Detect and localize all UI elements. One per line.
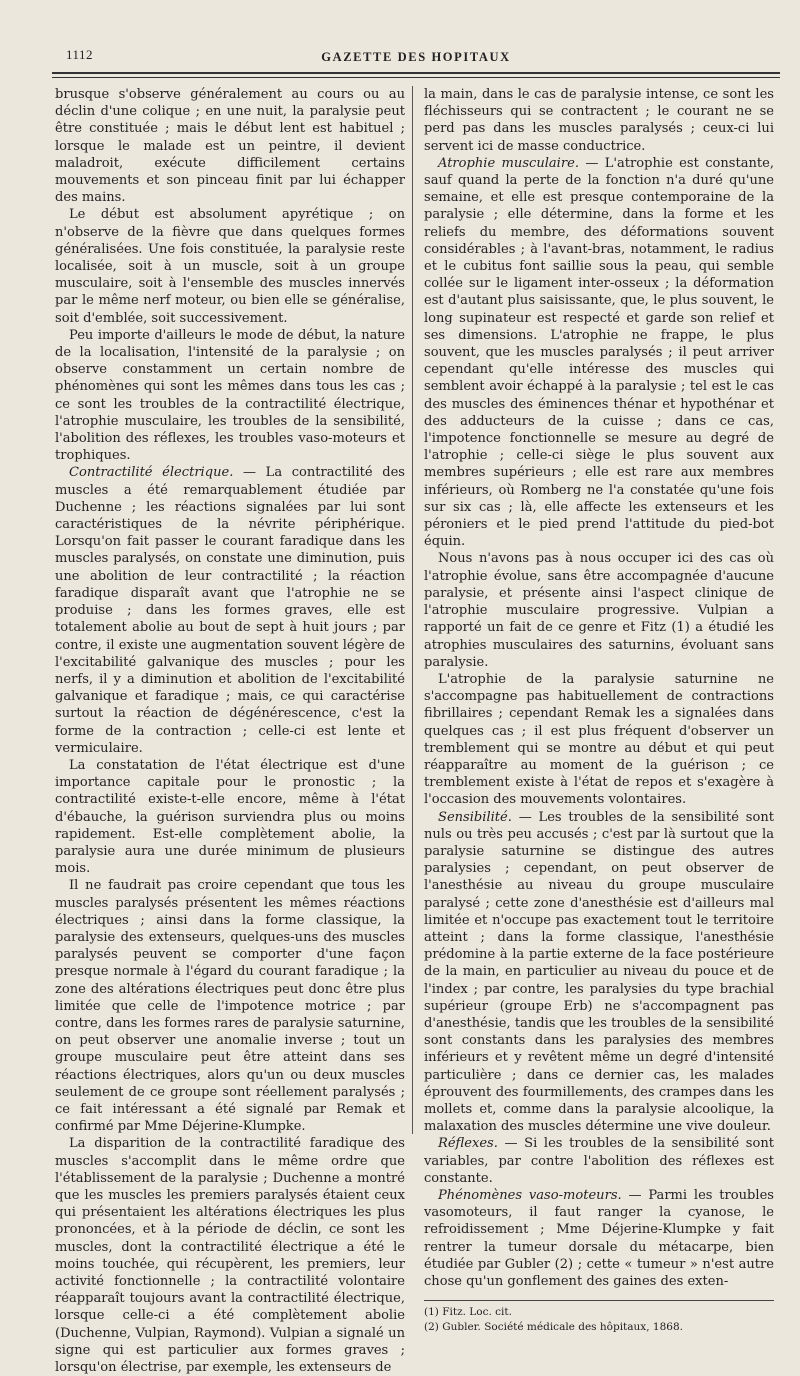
section-lead: Sensibilité.: [438, 809, 512, 825]
paragraph: [424, 155, 774, 551]
paragraph: la main, dans le cas de paralysie intense, ce sont les fléchisseurs qui se contractent ; le courant ne se perd pas dans les muscles paralysés ; ceux-ci lui servent ici de masse conductrice.: [424, 87, 774, 154]
page-number: 1112: [66, 47, 94, 62]
journal-title: GAZETTE DES HOPITAUX: [321, 50, 511, 64]
header-rule-thick: [52, 72, 780, 74]
paragraph: Nous n'avons pas à nous occuper ici des cas où l'atrophie évolue, sans être accompagnée d'aucune paralysie, et présente ainsi l'aspect clinique de l'atrophie musculaire progressive. Vulpian a rapporté un fait de ce genre et Fitz (1) a étudié les atrophies musculaires des saturnins, évoluant sans paralysie.: [424, 551, 774, 670]
footnote: (1) Fitz. Loc. cit.: [424, 1306, 512, 1319]
footnote: (2) Gubler. Société médicale des hôpitaux, 1868.: [424, 1321, 683, 1334]
paragraph-text: — Si les troubles de la sensibilité sont variables, par contre l'abolition des réflexes est constante.: [424, 1136, 774, 1186]
column-divider: [412, 86, 413, 1134]
paragraph: Peu importe d'ailleurs le mode de début, la nature de la localisation, l'intensité de la paralysie ; on observe constamment un certain nombre de phénomènes qui sont les mêmes dans tous les cas ; ce sont les troubles de la contractilité électrique, l'atrophie musculaire, les troubles de la sensibilité, l'abolition des réflexes, les troubles vaso-moteurs et trophiques.: [55, 327, 405, 464]
paragraph-text: — Parmi les troubles vasomoteurs, il faut ranger la cyanose, le refroidissement ; Mme Déjerine-Klumpke y fait rentrer la tumeur dorsale du métacarpe, bien étudiée par Gubler (2) ; cette « tumeur » n'est autre chose qu'un gonflement des gaines des exten-: [424, 1188, 774, 1290]
paragraph: [424, 809, 774, 1136]
paragraph-text: — Les troubles de la sensibilité sont nuls ou très peu accusés ; c'est par là surtout que la paralysie saturnine se distingue des autres paralysies ; cependant, on peut observer de l'anesthésie au niveau du groupe musculaire paralysé ; cette zone d'anesthésie est d'ailleurs mal limitée et n'occupe pas exactement tout le territoire atteint ; dans la forme classique, l'anesthésie prédomine à la partie externe de la face postérieure de la main, en particulier au niveau du pouce et de l'index ; par contre, les paralysies du type brachial supérieur (groupe Erb) ne s'accompagnent pas d'anesthésie, tandis que les troubles de la sensibilité sont constants dans les paralysies des membres inférieurs et y revêtent même un degré d'intensité particulière ; dans ce dernier cas, les malades éprouvent des fourmillements, des crampes dans les mollets et, comme dans la paralysie alcoolique, la malaxation des muscles détermine une vive douleur.: [424, 809, 774, 1135]
paragraph: L'atrophie de la paralysie saturnine ne s'accompagne pas habituellement de contractions fibrillaires ; cependant Remak les a signalées dans quelques cas ; il est plus fréquent d'observer un tremblement qui se montre au début et qui peut réapparaître au moment de la guérison ; ce tremblement existe à l'état de repos et s'exagère à l'occasion des mouvements volontaires.: [424, 671, 774, 808]
section-lead: Atrophie musculaire.: [438, 155, 579, 171]
header-rule-thin: [52, 77, 780, 78]
page-header: [52, 44, 780, 68]
paragraph: La disparition de la contractilité faradique des muscles s'accomplit dans le même ordre que l'établissement de la paralysie ; Duchenne a montré que les muscles les premiers paralysés étaient ceux qui présentaient les altérations électriques les plus prononcées, et à la période de déclin, ce sont les muscles, dont la contractilité électrique a été le moins touchée, qui récupèrent, les premiers, leur activité fonctionnelle ; la contractilité volontaire réapparaît toujours avant la contractilité électrique, lorsque celle-ci a été complètement abolie (Duchenne, Vulpian, Raymond). Vulpian a signalé un signe qui est particulier aux formes graves ; lorsqu'on électrise, par exemple, les extenseurs de: [55, 1136, 405, 1376]
right-column: [424, 86, 774, 1335]
footnote-rule: [424, 1300, 774, 1301]
section-lead: Phénomènes vaso-moteurs.: [438, 1188, 622, 1203]
paragraph: Il ne faudrait pas croire cependant que tous les muscles paralysés présentent les mêmes réactions électriques ; ainsi dans la forme classique, la paralysie des extenseurs, quelques-uns des muscles paralysés peuvent se comporter d'une façon presque normale à l'égard du courant faradique ; la zone des altérations électriques peut donc être plus limitée que celle de l'impotence motrice ; par contre, dans les formes rares de paralysie saturnine, on peut observer une anomalie inverse ; tout un groupe musculaire peut être atteint dans ses réactions électriques, alors qu'un ou deux muscles seulement de ce groupe sont réellement paralysés ; ce fait intéressant a été signalé par Remak et confirmé par Mme Déjerine-Klumpke.: [55, 878, 405, 1135]
paragraph: Le début est absolument apyrétique ; on n'observe de la fièvre que dans quelques formes généralisées. Une fois constituée, la paralysie reste localisée, soit à un muscle, soit à un groupe musculaire, soit à l'ensemble des muscles innervés par le même nerf moteur, ou bien elle se généralise, soit d'emblée, soit successivement.: [55, 207, 405, 326]
paragraph: brusque s'observe généralement au cours ou au déclin d'une colique ; en une nuit, la paralysie peut être constituée ; mais le début lent est habituel ; lorsque le malade est un peintre, il devient maladroit, exécute difficilement certains mouvements et son pinceau finit par lui échapper des mains.: [55, 87, 405, 206]
footnotes: [424, 1305, 774, 1335]
paragraph: [424, 1135, 774, 1187]
paragraph-text: — La contractilité des muscles a été remarquablement étudiée par Duchenne ; les réactions signalées par lui sont caractéristiques de la névrite périphérique. Lorsqu'on fait passer le courant faradique dans les muscles paralysés, on constate une diminution, puis une abolition de leur contractilité ; la réaction faradique disparaît avant que l'atrophie ne se produise ; dans les formes graves, elle est totalement abolie au bout de sept à huit jours ; par contre, il existe une augmentation souvent légère de l'excitabilité galvanique des muscles ; pour les nerfs, il y a diminution et abolition de l'excitabilité galvanique et faradique ; mais, ce qui caractérise surtout la réaction de dégénérescence, c'est la forme de la contraction ; celle-ci est lente et vermiculaire.: [55, 465, 405, 756]
paragraph: [424, 1187, 774, 1290]
left-column: [55, 86, 405, 1376]
paragraph: La constatation de l'état électrique est d'une importance capitale pour le pronostic ; la contractilité existe-t-elle encore, même à l'état d'ébauche, la guérison surviendra plus ou moins rapidement. Est-elle complètement abolie, la paralysie aura une durée minimum de plusieurs mois.: [55, 757, 405, 877]
paragraph-text: — L'atrophie est constante, sauf quand la perte de la fonction n'a duré qu'une semaine, et elle est presque contemporaine de la paralysie ; elle détermine, dans la forme et les reliefs du membre, des déformations souvent considérables ; à l'avant-bras, notamment, le radius et le cubitus font saillie sous la peau, qui semble collée sur le ligament inter-osseux ; la déformation est d'autant plus saisissante, que, le plus souvent, le long supinateur est respecté et garde son relief et ses dimensions. L'atrophie ne frappe, le plus souvent, que les muscles paralysés ; il peut arriver cependant qu'elle intéresse des muscles qui semblent avoir échappé à la paralysie ; tel est le cas des muscles des éminences thénar et hypothénar et des adducteurs de la cuisse ; dans ce cas, l'impotence fonctionnelle se mesure au degré de l'atrophie ; celle-ci siège le plus souvent aux membres supérieurs ; elle est rare aux membres inférieurs, où Romberg ne l'a constatée qu'une fois sur six cas ; là, elle affecte les extenseurs et les péroniers et le pied prend l'attitude du pied-bot équin.: [424, 155, 774, 550]
section-lead: Contractilité électrique.: [69, 465, 234, 481]
section-lead: Réflexes.: [438, 1136, 498, 1152]
paragraph: [55, 464, 405, 756]
